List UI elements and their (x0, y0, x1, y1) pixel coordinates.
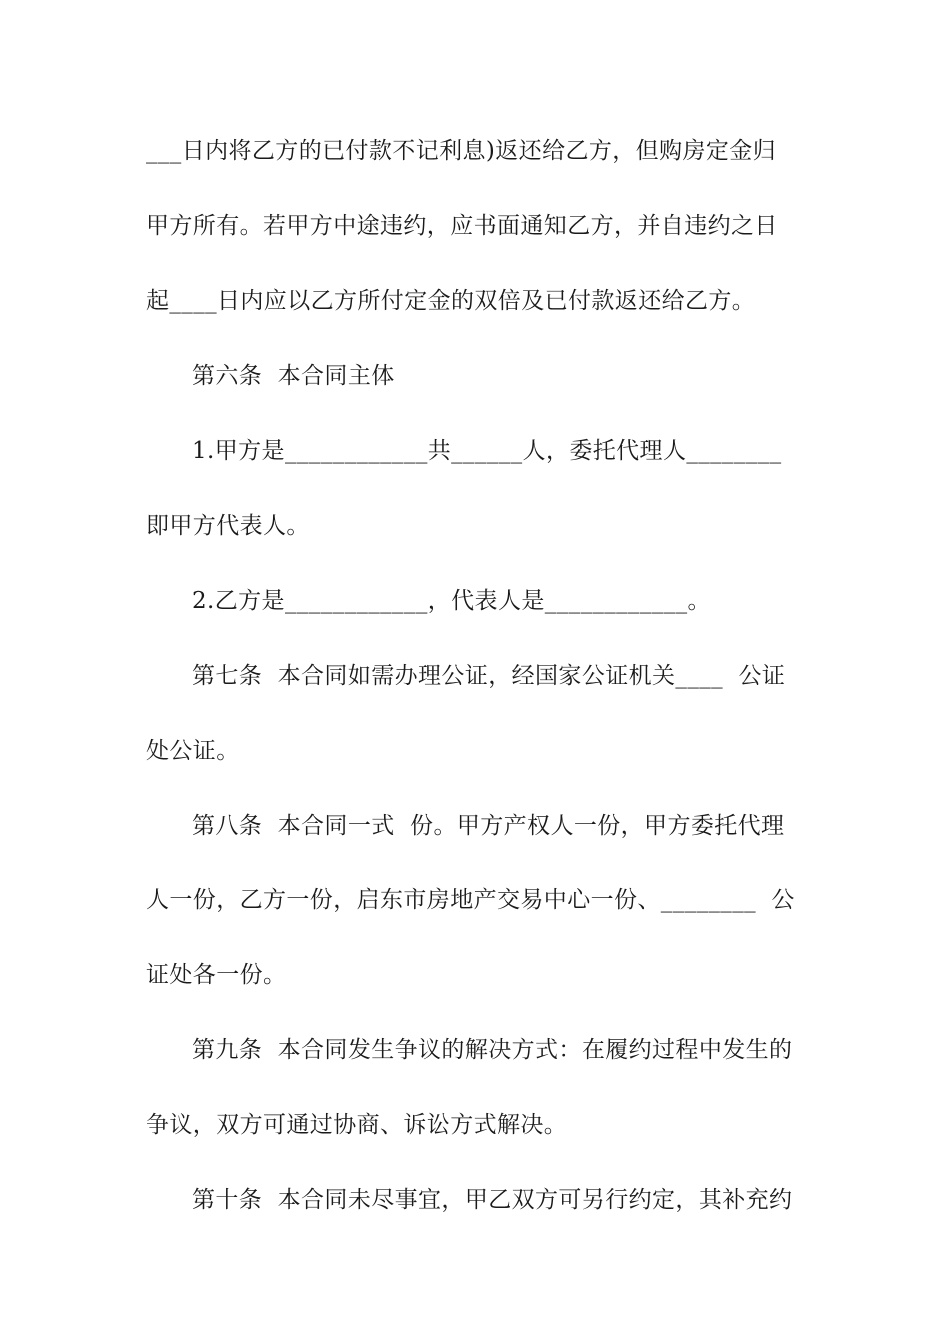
text-line: 甲方所有。若甲方中途违约，应书面通知乙方，并自违约之日 (146, 213, 778, 239)
text-line: 即甲方代表人。 (146, 513, 310, 539)
text-line: ___日内将乙方的已付款不记利息)返还给乙方，但购房定金归 (146, 138, 777, 164)
text-line: 第八条 本合同一式 份。甲方产权人一份，甲方委托代理 (192, 813, 785, 839)
text-line: 第七条 本合同如需办理公证，经国家公证机关____ 公证 (192, 663, 786, 689)
section-heading: 第六条 本合同主体 (192, 363, 395, 389)
text-line: 人一份，乙方一份，启东市房地产交易中心一份、________ 公 (146, 887, 795, 913)
text-line: 第十条 本合同未尽事宜，甲乙双方可另行约定，其补充约 (192, 1187, 793, 1213)
text-line: 起____日内应以乙方所付定金的双倍及已付款返还给乙方。 (146, 288, 756, 314)
text-line: 处公证。 (146, 738, 240, 764)
text-line: 第九条 本合同发生争议的解决方式：在履约过程中发生的 (192, 1037, 793, 1063)
text-line: 证处各一份。 (146, 962, 287, 988)
text-line: 争议，双方可通过协商、诉讼方式解决。 (146, 1112, 568, 1138)
text-line: 2.乙方是____________，代表人是____________。 (192, 588, 711, 614)
text-line: 1.甲方是____________共______人，委托代理人________ (192, 438, 782, 464)
